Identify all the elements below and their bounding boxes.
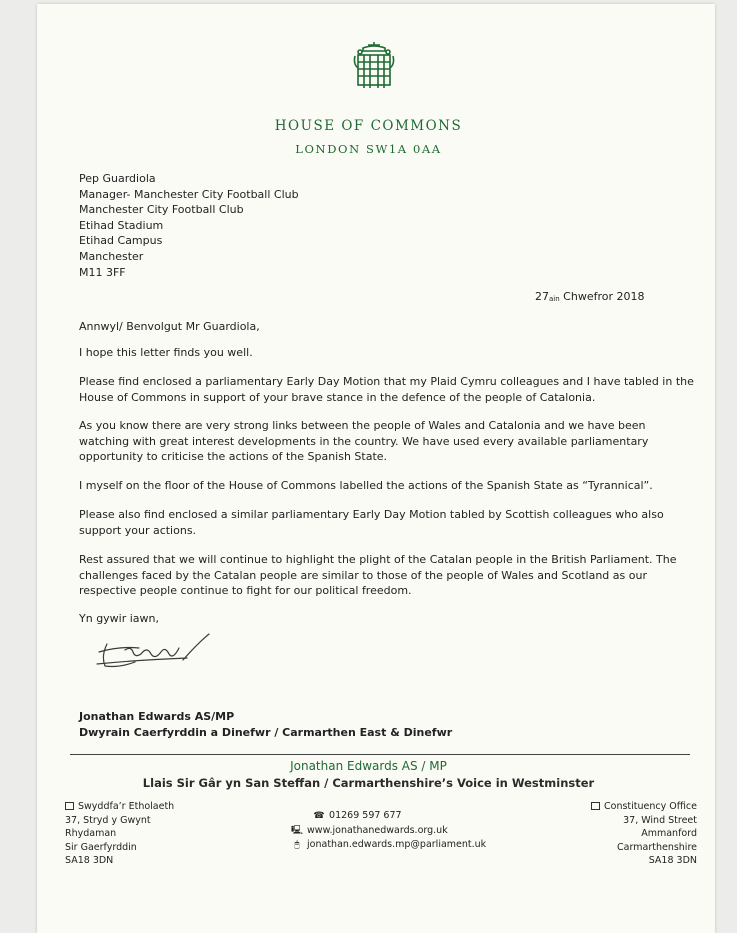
signer-constituency: Dwyrain Caerfyrddin a Dinefwr / Carmarthen East & Dinefwr xyxy=(79,725,453,739)
date-suffix: ain xyxy=(549,295,560,303)
footer-english-office xyxy=(591,800,697,868)
contact-email[interactable]: jonathan.edwards.mp@parliament.uk xyxy=(307,839,487,851)
office-line: SA18 3DN xyxy=(65,855,114,867)
phone-icon: ☎ xyxy=(313,811,325,821)
date-rest: Chwefror 2018 xyxy=(559,290,645,303)
address-line: M11 3FF xyxy=(79,265,126,279)
contact-phone[interactable]: 01269 597 677 xyxy=(329,810,402,821)
office-line: SA18 3DN xyxy=(648,855,697,867)
footer-welsh-office xyxy=(65,800,174,868)
address-line: Manager- Manchester City Football Club xyxy=(79,187,299,201)
signer-block xyxy=(79,709,452,740)
footer-subtitle: Llais Sir Gâr yn San Steffan / Carmarthenshire’s Voice in Westminster xyxy=(142,776,595,790)
contact-website[interactable]: www.jonathanedwards.org.uk xyxy=(307,824,448,836)
body-paragraph: I myself on the floor of the House of Commons labelled the actions of the Spanish State as “Tyrannical”. xyxy=(79,479,653,492)
body-paragraph: As you know there are very strong links between the people of Wales and Catalonia and we have been watching with great interest developments in the country. We have used every available parliamentary opportunity to criticise the actions of the Spanish State. xyxy=(79,419,649,464)
address-line: Manchester xyxy=(79,249,144,263)
date-day: 27 xyxy=(535,290,549,303)
salutation: Annwyl/ Benvolgut Mr Guardiola, xyxy=(79,320,260,333)
envelope-icon xyxy=(65,802,74,810)
office-line: Rhydaman xyxy=(65,828,117,840)
signer-name: Jonathan Edwards AS/MP xyxy=(79,710,235,723)
address-line: Pep Guardiola xyxy=(79,172,156,185)
letterhead-subtitle: LONDON SW1A 0AA xyxy=(295,142,442,156)
portcullis-icon xyxy=(353,40,395,92)
office-line: 37, Wind Street xyxy=(623,814,697,826)
mouse-icon: 🖰 xyxy=(294,840,300,851)
computer-icon: 🖳 xyxy=(290,825,303,836)
letterhead-title: HOUSE OF COMMONS xyxy=(274,118,463,134)
footer-contact xyxy=(290,809,486,853)
body-paragraph: Rest assured that we will continue to highlight the plight of the Catalan people in the British Parliament. The challenges faced by the Catalan people are similar to those of the people of Wales and Scotland as our respective people continue to fight for our political freedom. xyxy=(79,553,677,598)
recipient-address xyxy=(79,171,299,280)
address-line: Etihad Stadium xyxy=(79,218,164,232)
office-line: Sir Gaerfyrddin xyxy=(65,841,137,853)
signature-image xyxy=(95,630,230,670)
address-line: Manchester City Football Club xyxy=(79,203,244,217)
office-line: Swyddfa’r Etholaeth xyxy=(78,801,175,812)
closing: Yn gywir iawn, xyxy=(79,612,160,625)
office-line: Carmarthenshire xyxy=(617,841,697,853)
envelope-icon xyxy=(591,802,600,810)
address-line: Etihad Campus xyxy=(79,234,163,248)
body-paragraph: Please also find enclosed a similar parliamentary Early Day Motion tabled by Scottish colleagues who also support your actions. xyxy=(79,508,664,537)
body-paragraph: I hope this letter finds you well. xyxy=(79,346,253,359)
footer-title: Jonathan Edwards AS / MP xyxy=(290,759,447,773)
letter-date xyxy=(535,290,644,303)
footer-divider xyxy=(70,754,690,755)
body-paragraph: Please find enclosed a parliamentary Early Day Motion that my Plaid Cymru colleagues and I have tabled in the House of Commons in support of your brave stance in the defence of the people of Catalonia. xyxy=(79,375,694,404)
office-line: 37, Stryd y Gwynt xyxy=(65,814,151,826)
office-line: Ammanford xyxy=(641,828,697,840)
office-line: Constituency Office xyxy=(604,801,697,812)
